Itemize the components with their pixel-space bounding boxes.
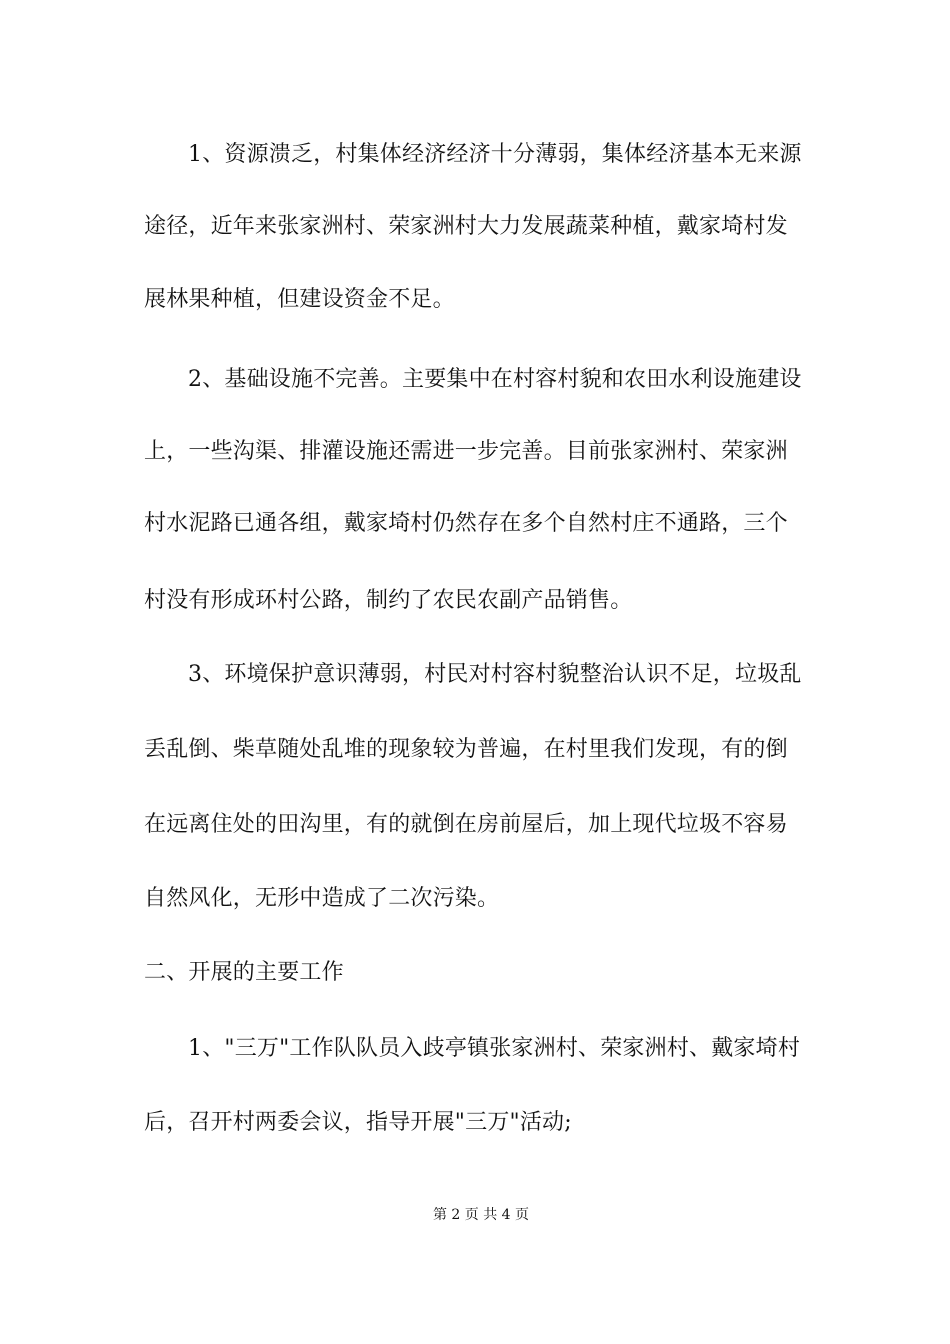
paragraph-3-line-2: 丢乱倒、柴草随处乱堆的现象较为普遍，在村里我们发现，有的倒: [144, 737, 788, 762]
paragraph-4-line-2: 后，召开村两委会议，指导开展"三万"活动;: [144, 1110, 572, 1135]
paragraph-2-line-3: 村水泥路已通各组，戴家埼村仍然存在多个自然村庄不通路，三个: [144, 511, 788, 536]
paragraph-2-line-1: 2、基础设施不完善。主要集中在村容村貌和农田水利设施建设: [188, 367, 802, 392]
paragraph-4-line-1: 1、"三万"工作队队员入歧亭镇张家洲村、荣家洲村、戴家埼村: [188, 1036, 801, 1061]
page-number-footer: 第 2 页 共 4 页: [432, 1207, 530, 1223]
paragraph-3-line-1: 3、环境保护意识薄弱，村民对村容村貌整治认识不足，垃圾乱: [188, 662, 802, 687]
paragraph-1-line-3: 展林果种植，但建设资金不足。: [144, 287, 455, 312]
paragraph-2-line-2: 上，一些沟渠、排灌设施还需进一步完善。目前张家洲村、荣家洲: [144, 439, 788, 464]
section-heading: 二、开展的主要工作: [144, 960, 344, 985]
paragraph-3-line-4: 自然风化，无形中造成了二次污染。: [144, 886, 500, 911]
paragraph-1-line-2: 途径，近年来张家洲村、荣家洲村大力发展蔬菜种植，戴家埼村发: [144, 214, 788, 239]
paragraph-2-line-4: 村没有形成环村公路，制约了农民农副产品销售。: [144, 588, 633, 613]
paragraph-1-line-1: 1、资源溃乏，村集体经济经济十分薄弱，集体经济基本无来源: [188, 142, 802, 167]
paragraph-3-line-3: 在远离住处的田沟里，有的就倒在房前屋后，加上现代垃圾不容易: [144, 812, 788, 837]
